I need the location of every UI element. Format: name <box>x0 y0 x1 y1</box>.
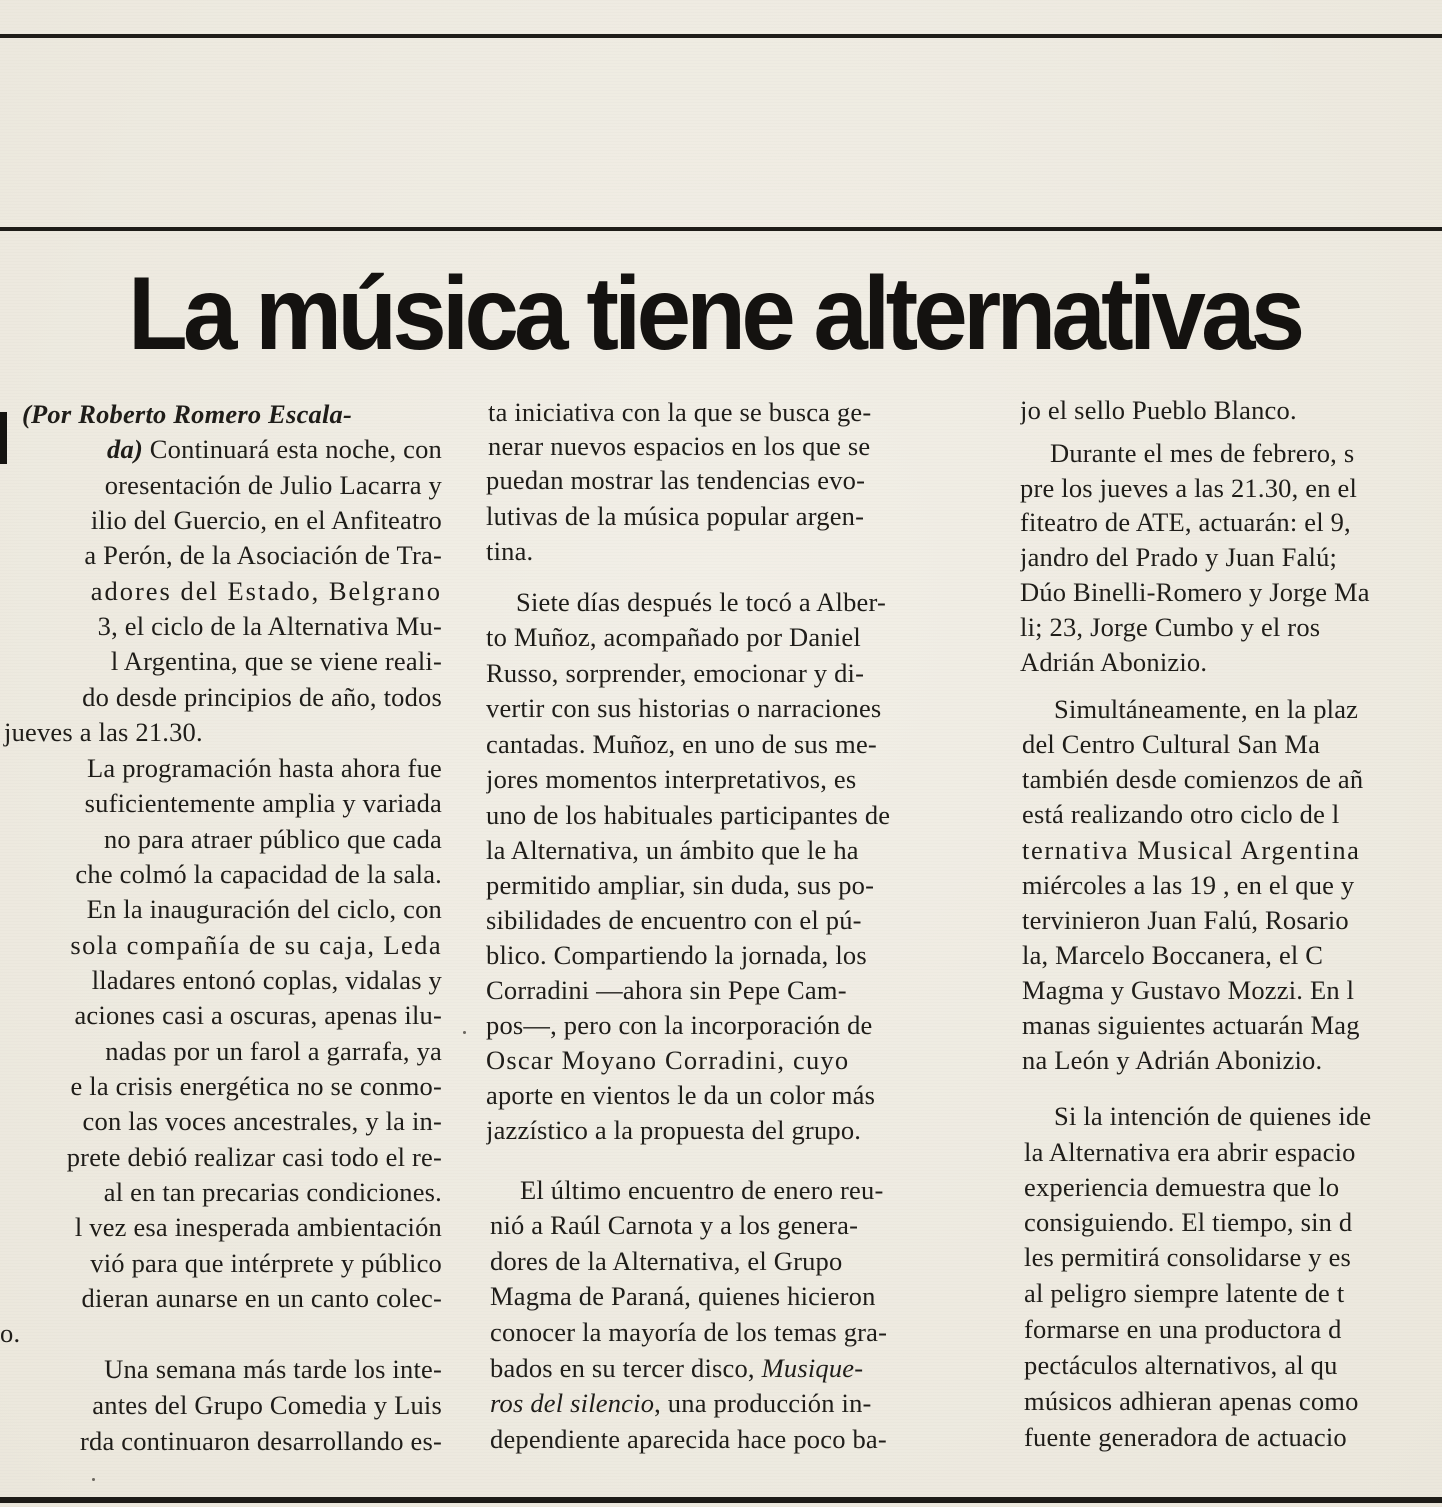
text-line-head: bados en su tercer disco, <box>490 1353 762 1383</box>
text-line: experiencia demuestra que lo <box>1024 1172 1340 1202</box>
text-line: El último encuentro de enero reu- <box>520 1175 884 1205</box>
text-line: permitido ampliar, sin duda, sus po- <box>486 870 875 900</box>
text-line: Una semana más tarde los inte- <box>104 1354 442 1384</box>
text-line: aporte en vientos le da un color más <box>486 1080 876 1110</box>
text-line: l Argentina, que se viene reali- <box>110 646 442 676</box>
text-line-tail: , una producción in- <box>654 1388 872 1418</box>
text-line: 3, el ciclo de la Alternativa Mu- <box>97 611 442 641</box>
text-line: lutivas de la música popular argen- <box>486 501 865 531</box>
text-line: sola compañía de su caja, Leda <box>70 930 442 960</box>
text-line: conocer la mayoría de los temas gra- <box>490 1317 888 1347</box>
text-line <box>490 1355 863 1382</box>
text-line: dieran aunarse en un canto colec- <box>81 1283 442 1313</box>
record-title-end: ros del silencio <box>490 1388 655 1418</box>
text-line: fuente generadora de actuacio <box>1024 1422 1347 1452</box>
text-line: Siete días después le tocó a Alber- <box>516 587 887 617</box>
bottom-rule <box>0 1497 1442 1503</box>
text-line: li; 23, Jorge Cumbo y el ros <box>1020 612 1321 642</box>
text-line: rda continuaron desarrollando es- <box>79 1426 442 1456</box>
text-line: adores del Estado, Belgrano <box>90 576 442 606</box>
article-headline: La música tiene alternativas <box>128 256 1301 372</box>
text-line: dores de la Alternativa, el Grupo <box>490 1246 843 1276</box>
text-line: Adrián Abonizio. <box>1020 647 1208 677</box>
text-line: dependiente aparecida hace poco ba- <box>490 1424 887 1454</box>
text-line: tina. <box>486 536 534 566</box>
text-line: cantadas. Muñoz, en uno de sus me- <box>486 729 877 759</box>
text-line: to Muñoz, acompañado por Daniel <box>486 622 861 652</box>
text-line: Russo, sorprender, emocionar y di- <box>486 658 865 688</box>
text-line: miércoles a las 19 , en el que y <box>1022 870 1355 900</box>
text-line: vió para que intérprete y público <box>90 1248 442 1278</box>
text-line: a Perón, de la Asociación de Tra- <box>84 540 442 570</box>
text-line: formarse en una productora d <box>1024 1314 1342 1344</box>
text-line: la Alternativa, un ámbito que le ha <box>486 835 859 865</box>
text-line: Dúo Binelli-Romero y Jorge Ma <box>1020 577 1370 607</box>
text-line: les permitirá consolidarse y es <box>1024 1242 1352 1272</box>
text-line: lladares entonó coplas, vidalas y <box>91 965 442 995</box>
text-line: nadas por un farol a garrafa, ya <box>105 1036 442 1066</box>
text-line: Si la intención de quienes ide <box>1054 1101 1372 1131</box>
text-line: da) Continuará esta noche, con <box>107 434 442 464</box>
text-line: ta iniciativa con la que se busca ge- <box>488 397 872 427</box>
text-line: tervinieron Juan Falú, Rosario <box>1022 905 1349 935</box>
text-line: La programación hasta ahora fue <box>87 753 442 783</box>
text-line: nió a Raúl Carnota y a los genera- <box>490 1210 859 1240</box>
ink-speck <box>463 1031 466 1034</box>
text-line: pos—, pero con la incorporación de <box>486 1010 873 1040</box>
text-line: oresentación de Julio Lacarra y <box>104 470 442 500</box>
text-line: consiguiendo. El tiempo, sin d <box>1024 1207 1353 1237</box>
text-line: fiteatro de ATE, actuarán: el 9, <box>1020 507 1351 537</box>
text-line: Magma de Paraná, quienes hicieron <box>490 1281 876 1311</box>
text-line: también desde comienzos de añ <box>1022 764 1364 794</box>
text-line: la Alternativa era abrir espacio <box>1024 1137 1356 1167</box>
text-line: al peligro siempre latente de t <box>1024 1278 1345 1308</box>
text-line: Simultáneamente, en la plaz <box>1054 694 1359 724</box>
text-line: pre los jueves a las 21.30, en el <box>1020 473 1358 503</box>
record-title-start: Musique- <box>761 1353 864 1383</box>
text-line: Magma y Gustavo Mozzi. En l <box>1022 975 1355 1005</box>
text-line: o. <box>0 1318 21 1348</box>
text-line: pectáculos alternativos, al qu <box>1024 1350 1338 1380</box>
text-line: con las voces ancestrales, y la in- <box>82 1106 442 1136</box>
text-line: no para atraer público que cada <box>103 824 442 854</box>
text-line-tail: Continuará esta noche, con <box>142 434 442 464</box>
text-line: antes del Grupo Comedia y Luis <box>92 1390 442 1420</box>
text-line: puedan mostrar las tendencias evo- <box>486 465 866 495</box>
text-line: e la crisis energética no se conmo- <box>70 1071 442 1101</box>
text-line: jores momentos interpretativos, es <box>486 764 857 794</box>
text-line: jazzístico a la propuesta del grupo. <box>486 1115 862 1145</box>
text-line: En la inauguración del ciclo, con <box>86 894 442 924</box>
text-line: Corradini —ahora sin Pepe Cam- <box>486 975 847 1005</box>
text-line: ternativa Musical Argentina <box>1022 835 1361 865</box>
text-line: la, Marcelo Boccanera, el C <box>1022 940 1324 970</box>
text-line: nerar nuevos espacios en los que se <box>488 431 871 461</box>
text-line: músicos adhieran apenas como <box>1024 1386 1359 1416</box>
text-line: jo el sello Pueblo Blanco. <box>1020 395 1297 425</box>
text-line: che colmó la capacidad de la sala. <box>75 859 442 889</box>
text-line: prete debió realizar casi todo el re- <box>66 1142 442 1172</box>
article-column-1 <box>0 0 444 1497</box>
text-line: aciones casi a oscuras, apenas ilu- <box>74 1000 442 1030</box>
byline: (Por Roberto Romero Escala- <box>22 399 353 429</box>
ink-speck <box>92 1478 95 1481</box>
text-line: uno de los habituales participantes de <box>486 800 891 830</box>
text-line: está realizando otro ciclo de l <box>1022 799 1340 829</box>
text-line: jandro del Prado y Juan Falú; <box>1020 542 1338 572</box>
text-line: do desde principios de año, todos <box>82 682 442 712</box>
text-line: ilio del Guercio, en el Anfiteatro <box>90 505 442 535</box>
text-line: jueves a las 21.30. <box>4 717 203 747</box>
text-line: del Centro Cultural San Ma <box>1022 729 1321 759</box>
article-column-2 <box>486 0 976 1497</box>
article-column-3 <box>1020 0 1442 1497</box>
text-line: manas siguientes actuarán Mag <box>1022 1010 1360 1040</box>
text-line: Oscar Moyano Corradini, cuyo <box>486 1045 850 1075</box>
text-line: sibilidades de encuentro con el pú- <box>486 905 862 935</box>
text-line <box>490 1390 872 1417</box>
text-line: Durante el mes de febrero, s <box>1050 438 1355 468</box>
text-line: blico. Compartiendo la jornada, los <box>486 940 867 970</box>
text-line: na León y Adrián Abonizio. <box>1022 1045 1323 1075</box>
text-line: suficientemente amplia y variada <box>84 788 442 818</box>
text-line: l vez esa inesperada ambientación <box>74 1212 442 1242</box>
text-line: vertir con sus historias o narraciones <box>486 693 882 723</box>
text-line: al en tan precarias condiciones. <box>103 1177 442 1207</box>
